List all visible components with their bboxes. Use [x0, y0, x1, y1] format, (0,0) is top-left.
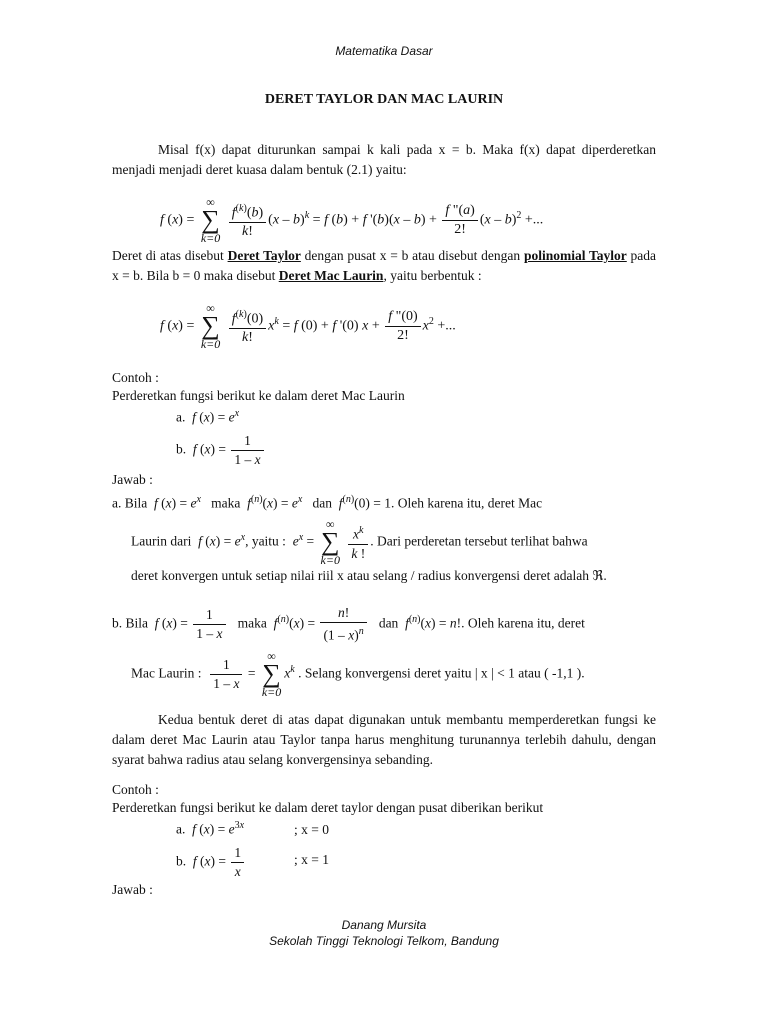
intro-paragraph: Misal f(x) dapat diturunkan sampai k kali pada x = b. Maka f(x) dapat diperderetkan menjadi menjadi deret kuasa dalam bentuk (2.1) yaitu:	[112, 142, 656, 177]
jawab2-label: Jawab :	[112, 882, 153, 897]
contoh2-item-b: b. f (x) = $\frac{1}{x}$	[176, 844, 246, 881]
answer-a-line1: a. Bila f $(x) = e^x$ maka $f^{(n)}(x) = e^x$ dan $f^{(n)}(0) = 1$. Oleh karena itu, deret Mac	[112, 494, 543, 511]
answer-a-line2: Laurin dari f $(x) = e^x$, yaitu : $e^x$ = ∞ ∑ k=0 $\frac{x^k}{k !}$ . Dari perderetan tersebut terlihat bahwa	[131, 517, 588, 567]
summary-paragraph: Kedua bentuk deret di atas dapat digunakan untuk membantu memperderetkan fungsi ke dalam deret Mac Laurin atau Taylor tanpa harus menghitung turunannya terlebih dahulu, dengan syarat bahwa radius atau selang konvergensinya sebanding.	[112, 712, 656, 767]
maclaurin-formula: f (x) = ∞ ∑ k=0 $\frac{f^{(k)}(0)}{k!}$ $x^k = f$ (0) + f '(0) x + $\frac{f "(0)}{2!}$ $x^2$ +...	[160, 301, 456, 351]
answer-b-line2: Mac Laurin : $\frac{1}{1 - x}$ = ∞ ∑ k=0 $x^k$ . Selang konvergensi deret yaitu | x | < 1 atau ( -1,1 ).	[131, 649, 585, 699]
footer-author: Danang Mursita	[341, 918, 427, 932]
contoh1-item-a: a. f $(x) = e^x$	[176, 408, 240, 425]
answer-b-line1: b. Bila f (x) = $\frac{1}{1 - x}$ maka $f^{(n)}(x)$ = $\frac{n!}{(1 - x)^n}$ dan $f^{(n)}(x) = n$!. Oleh karena itu, deret	[112, 605, 585, 643]
definition-paragraph: Deret di atas disebut Deret Taylor dengan pusat x = b atau disebut dengan polinomial Taylor pada x = b. Bila b = 0 maka disebut Deret Mac Laurin, yaitu berbentuk :	[112, 248, 657, 283]
term-deret-taylor: Deret Taylor	[227, 248, 301, 263]
contoh2-text: Perderetkan fungsi berikut ke dalam deret taylor dengan pusat diberikan berikut	[112, 800, 544, 815]
footer-institution: Sekolah Tinggi Teknologi Telkom, Bandung	[269, 934, 499, 948]
answer-a-line3: deret konvergen untuk setiap nilai riil x atau selang / radius konvergensi deret adalah ℜ.	[131, 568, 607, 583]
contoh1-text: Perderetkan fungsi berikut ke dalam deret Mac Laurin	[112, 388, 405, 403]
contoh1-item-b: b. f (x) = $\frac{1}{1 - x}$	[176, 432, 266, 469]
contoh2-label: Contoh :	[112, 782, 159, 797]
term-deret-mac-laurin: Deret Mac Laurin	[278, 268, 384, 283]
contoh2-item-a-condition: ; x = 0	[294, 822, 329, 837]
contoh2-item-a: a. f $(x) = e^{3x}$	[176, 820, 245, 837]
term-polinomial-taylor: polinomial Taylor	[523, 248, 627, 263]
contoh2-item-b-condition: ; x = 1	[294, 852, 329, 867]
page-title: DERET TAYLOR DAN MAC LAURIN	[264, 92, 504, 107]
taylor-formula: f (x) = ∞ ∑ k=0 $\frac{f^{(k)}(b)}{k!}$ (x – b)$^k$ = f (b) + f '(b)(x – b) + $\frac{f "(a)}{2!}$ (x – b)$^2$ +...	[160, 195, 544, 245]
jawab1-label: Jawab :	[112, 472, 153, 487]
page-header: Matematika Dasar	[335, 44, 433, 58]
contoh1-label: Contoh :	[112, 370, 159, 385]
